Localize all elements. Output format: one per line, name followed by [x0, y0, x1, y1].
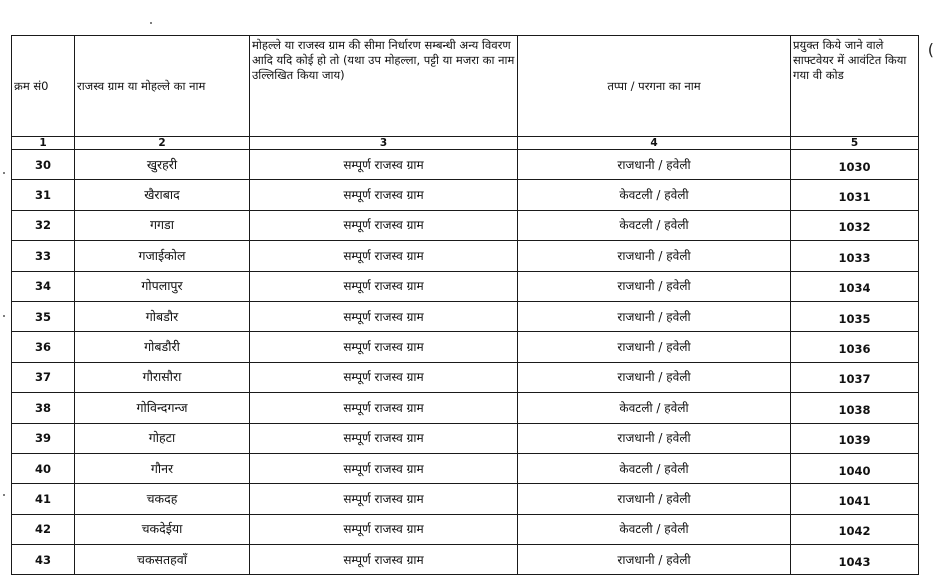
tappa-pargana-cell: राजधानी / हवेली: [518, 241, 791, 271]
boundary-detail-cell: सम्पूर्ण राजस्व ग्राम: [250, 301, 518, 331]
tappa-pargana-cell: केवटली / हवेली: [518, 393, 791, 423]
column-number: 3: [250, 137, 518, 150]
table-row: [12, 453, 919, 483]
tappa-pargana-cell: केवटली / हवेली: [518, 514, 791, 544]
software-code-cell: 1030: [791, 150, 919, 180]
table-row: [12, 210, 919, 240]
table-row: [12, 514, 919, 544]
village-name-cell: गौनर: [75, 453, 250, 483]
village-name-cell: चकदेईया: [75, 514, 250, 544]
software-code-cell: 1040: [791, 453, 919, 483]
header-row: [12, 36, 919, 137]
serial-number-cell: 33: [12, 241, 75, 271]
scan-speck: [3, 494, 5, 496]
boundary-detail-cell: सम्पूर्ण राजस्व ग्राम: [250, 332, 518, 362]
tappa-pargana-cell: राजधानी / हवेली: [518, 332, 791, 362]
tappa-pargana-cell: राजधानी / हवेली: [518, 423, 791, 453]
software-code-cell: 1039: [791, 423, 919, 453]
column-number: 1: [12, 137, 75, 150]
serial-number-cell: 39: [12, 423, 75, 453]
village-name-cell: चकदह: [75, 484, 250, 514]
table-row: [12, 362, 919, 392]
table-row: [12, 150, 919, 180]
software-code-cell: 1033: [791, 241, 919, 271]
page-edge-bracket: (: [927, 40, 934, 59]
village-name-cell: गौरासौरा: [75, 362, 250, 392]
software-code-cell: 1035: [791, 301, 919, 331]
serial-number-cell: 37: [12, 362, 75, 392]
table-row: [12, 180, 919, 210]
column-number: 4: [518, 137, 791, 150]
tappa-pargana-cell: राजधानी / हवेली: [518, 545, 791, 575]
tappa-pargana-cell: केवटली / हवेली: [518, 210, 791, 240]
boundary-detail-cell: सम्पूर्ण राजस्व ग्राम: [250, 362, 518, 392]
serial-number-cell: 32: [12, 210, 75, 240]
column-number-row: [12, 137, 919, 150]
village-name-cell: चकसतहवाँ: [75, 545, 250, 575]
boundary-detail-cell: सम्पूर्ण राजस्व ग्राम: [250, 545, 518, 575]
serial-number-cell: 43: [12, 545, 75, 575]
software-code-cell: 1036: [791, 332, 919, 362]
software-code-cell: 1034: [791, 271, 919, 301]
serial-number-cell: 31: [12, 180, 75, 210]
village-name-cell: गोबडौरी: [75, 332, 250, 362]
table-row: [12, 301, 919, 331]
boundary-detail-cell: सम्पूर्ण राजस्व ग्राम: [250, 484, 518, 514]
village-name-cell: खुरहरी: [75, 150, 250, 180]
tappa-pargana-cell: राजधानी / हवेली: [518, 484, 791, 514]
village-name-cell: गोबडौर: [75, 301, 250, 331]
boundary-detail-cell: सम्पूर्ण राजस्व ग्राम: [250, 271, 518, 301]
software-code-cell: 1042: [791, 514, 919, 544]
village-register-table: [11, 35, 919, 575]
header-village-name: राजस्व ग्राम या मोहल्ले का नाम: [75, 36, 250, 137]
village-name-cell: गोपलापुर: [75, 271, 250, 301]
serial-number-cell: 35: [12, 301, 75, 331]
table-row: [12, 241, 919, 271]
header-boundary-details: मोहल्ले या राजस्व ग्राम की सीमा निर्धारण सम्बन्धी अन्य विवरण आदि यदि कोई हो तो (यथा उप मोहल्ला, पट्टी या मजरा का नाम उल्लिखित किया जाय): [250, 36, 518, 137]
table-row: [12, 271, 919, 301]
column-number: 2: [75, 137, 250, 150]
tappa-pargana-cell: केवटली / हवेली: [518, 180, 791, 210]
table-row: [12, 545, 919, 575]
tappa-pargana-cell: राजधानी / हवेली: [518, 301, 791, 331]
header-serial-number: क्रम सं0: [12, 36, 75, 137]
serial-number-cell: 41: [12, 484, 75, 514]
software-code-cell: 1037: [791, 362, 919, 392]
boundary-detail-cell: सम्पूर्ण राजस्व ग्राम: [250, 150, 518, 180]
table-body: [12, 150, 919, 575]
table-row: [12, 484, 919, 514]
village-name-cell: गोविन्दगन्ज: [75, 393, 250, 423]
village-name-cell: खैराबाद: [75, 180, 250, 210]
software-code-cell: 1031: [791, 180, 919, 210]
village-name-cell: गोहटा: [75, 423, 250, 453]
boundary-detail-cell: सम्पूर्ण राजस्व ग्राम: [250, 241, 518, 271]
serial-number-cell: 38: [12, 393, 75, 423]
software-code-cell: 1032: [791, 210, 919, 240]
column-number: 5: [791, 137, 919, 150]
scan-speck: [3, 315, 5, 317]
scan-speck: [3, 172, 5, 174]
village-name-cell: गजाईकोल: [75, 241, 250, 271]
serial-number-cell: 36: [12, 332, 75, 362]
boundary-detail-cell: सम्पूर्ण राजस्व ग्राम: [250, 514, 518, 544]
serial-number-cell: 40: [12, 453, 75, 483]
tappa-pargana-cell: राजधानी / हवेली: [518, 362, 791, 392]
table-row: [12, 393, 919, 423]
serial-number-cell: 34: [12, 271, 75, 301]
boundary-detail-cell: सम्पूर्ण राजस्व ग्राम: [250, 453, 518, 483]
tappa-pargana-cell: राजधानी / हवेली: [518, 271, 791, 301]
tappa-pargana-cell: राजधानी / हवेली: [518, 150, 791, 180]
software-code-cell: 1038: [791, 393, 919, 423]
serial-number-cell: 42: [12, 514, 75, 544]
software-code-cell: 1041: [791, 484, 919, 514]
table-row: [12, 332, 919, 362]
software-code-cell: 1043: [791, 545, 919, 575]
boundary-detail-cell: सम्पूर्ण राजस्व ग्राम: [250, 210, 518, 240]
scan-speck: [150, 22, 152, 24]
boundary-detail-cell: सम्पूर्ण राजस्व ग्राम: [250, 423, 518, 453]
boundary-detail-cell: सम्पूर्ण राजस्व ग्राम: [250, 180, 518, 210]
village-name-cell: गगडा: [75, 210, 250, 240]
tappa-pargana-cell: केवटली / हवेली: [518, 453, 791, 483]
serial-number-cell: 30: [12, 150, 75, 180]
header-software-code: प्रयुक्त किये जाने वाले साफ्टवेयर में आवंटित किया गया वी कोड: [791, 36, 919, 137]
table-row: [12, 423, 919, 453]
boundary-detail-cell: सम्पूर्ण राजस्व ग्राम: [250, 393, 518, 423]
header-tappa-pargana: तप्पा / परगना का नाम: [518, 36, 791, 137]
